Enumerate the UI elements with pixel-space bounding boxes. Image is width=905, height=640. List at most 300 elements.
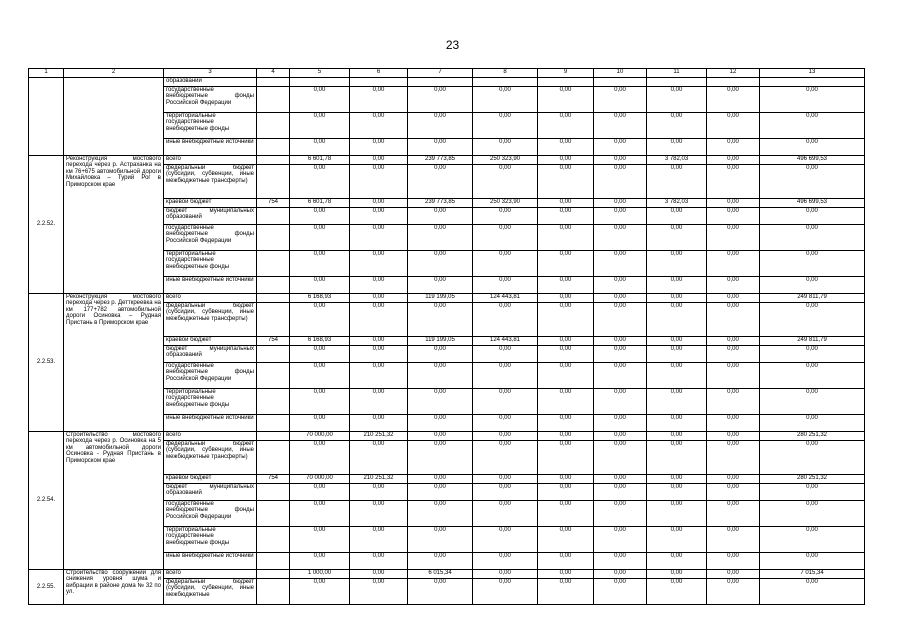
amount-cell: [473, 78, 538, 87]
amount-cell: 0,00: [350, 579, 408, 605]
amount-cell: 496 699,53: [760, 156, 865, 165]
amount-cell: 0,00: [290, 346, 350, 363]
amount-cell: 0,00: [538, 139, 594, 156]
budget-code: [257, 501, 290, 527]
row-code: [29, 78, 64, 156]
amount-cell: 0,00: [290, 579, 350, 605]
amount-cell: 0,00: [538, 475, 594, 484]
amount-cell: 210 251,32: [350, 475, 408, 484]
amount-cell: 250 323,90: [473, 156, 538, 165]
amount-cell: 0,00: [647, 363, 707, 389]
amount-cell: 239 773,85: [408, 156, 473, 165]
amount-cell: 0,00: [473, 346, 538, 363]
amount-cell: 0,00: [350, 113, 408, 139]
amount-cell: 0,00: [473, 139, 538, 156]
amount-cell: 0,00: [707, 199, 760, 208]
amount-cell: 0,00: [473, 363, 538, 389]
amount-cell: 0,00: [290, 113, 350, 139]
amount-cell: 0,00: [408, 113, 473, 139]
row-code: 2.2.55.: [29, 570, 64, 605]
table-row: [29, 432, 865, 441]
amount-cell: 0,00: [538, 484, 594, 501]
amount-cell: 70 000,00: [290, 432, 350, 441]
amount-cell: 0,00: [707, 415, 760, 432]
column-header-2: 2: [64, 69, 164, 78]
amount-cell: 6 601,78: [290, 156, 350, 165]
budget-code: [257, 363, 290, 389]
funding-source: федеральный бюджет (субсидии, субвенции, иные межбюджетные трансферты): [164, 441, 257, 475]
amount-cell: 0,00: [473, 579, 538, 605]
amount-cell: 0,00: [538, 156, 594, 165]
table-row: [29, 156, 865, 165]
amount-cell: 0,00: [647, 527, 707, 553]
amount-cell: 0,00: [408, 475, 473, 484]
amount-cell: 119 199,05: [408, 337, 473, 346]
amount-cell: 0,00: [594, 87, 647, 113]
amount-cell: 0,00: [707, 251, 760, 277]
amount-cell: 0,00: [760, 251, 865, 277]
amount-cell: 0,00: [594, 294, 647, 303]
amount-cell: 0,00: [707, 527, 760, 553]
amount-cell: 0,00: [647, 415, 707, 432]
amount-cell: 0,00: [408, 165, 473, 199]
amount-cell: 0,00: [473, 225, 538, 251]
amount-cell: 0,00: [350, 156, 408, 165]
funding-source: территориальные государственные внебюджетные фонды: [164, 527, 257, 553]
amount-cell: 0,00: [408, 432, 473, 441]
amount-cell: 0,00: [290, 277, 350, 294]
amount-cell: 0,00: [538, 579, 594, 605]
amount-cell: 0,00: [760, 484, 865, 501]
budget-code: [257, 303, 290, 337]
amount-cell: 0,00: [290, 303, 350, 337]
amount-cell: 0,00: [594, 441, 647, 475]
amount-cell: 0,00: [350, 87, 408, 113]
column-header-4: 4: [257, 69, 290, 78]
amount-cell: 0,00: [647, 432, 707, 441]
amount-cell: 70 000,00: [290, 475, 350, 484]
amount-cell: 0,00: [538, 225, 594, 251]
table-row: [29, 570, 865, 579]
amount-cell: 0,00: [647, 294, 707, 303]
amount-cell: 0,00: [408, 277, 473, 294]
budget-code: [257, 139, 290, 156]
amount-cell: 0,00: [594, 501, 647, 527]
amount-cell: 0,00: [473, 570, 538, 579]
amount-cell: 0,00: [408, 484, 473, 501]
budget-code: 754: [257, 199, 290, 208]
amount-cell: 0,00: [707, 475, 760, 484]
funding-source: краевой бюджет: [164, 199, 257, 208]
amount-cell: 0,00: [594, 113, 647, 139]
amount-cell: 0,00: [350, 277, 408, 294]
amount-cell: 0,00: [594, 553, 647, 570]
budget-code: [257, 389, 290, 415]
funding-source: государственные внебюджетные фонды Российской Федерации: [164, 87, 257, 113]
amount-cell: 0,00: [594, 579, 647, 605]
amount-cell: 0,00: [707, 294, 760, 303]
row-code: 2.2.54.: [29, 432, 64, 570]
row-description: Строительство сооружений для снижения уровня шума и вибрации в районе дома № 32 по ул.: [64, 570, 164, 605]
amount-cell: 0,00: [350, 251, 408, 277]
amount-cell: 0,00: [408, 225, 473, 251]
amount-cell: 0,00: [473, 553, 538, 570]
budget-code: [257, 346, 290, 363]
amount-cell: 0,00: [594, 475, 647, 484]
amount-cell: 0,00: [538, 294, 594, 303]
amount-cell: 0,00: [647, 346, 707, 363]
amount-cell: 0,00: [290, 208, 350, 225]
amount-cell: 0,00: [290, 165, 350, 199]
amount-cell: [538, 78, 594, 87]
amount-cell: 0,00: [707, 139, 760, 156]
amount-cell: 0,00: [707, 277, 760, 294]
amount-cell: 0,00: [538, 303, 594, 337]
amount-cell: 0,00: [647, 303, 707, 337]
amount-cell: 0,00: [647, 208, 707, 225]
amount-cell: 0,00: [647, 165, 707, 199]
amount-cell: 0,00: [760, 346, 865, 363]
amount-cell: 0,00: [707, 570, 760, 579]
amount-cell: 249 811,79: [760, 294, 865, 303]
amount-cell: 0,00: [473, 484, 538, 501]
amount-cell: 0,00: [408, 527, 473, 553]
table-row: [29, 294, 865, 303]
amount-cell: 0,00: [760, 527, 865, 553]
amount-cell: 0,00: [594, 165, 647, 199]
budget-code: [257, 156, 290, 165]
amount-cell: 0,00: [350, 225, 408, 251]
column-header-1: 1: [29, 69, 64, 78]
row-description: Строительство мостового перехода через р. Осиновка на 5 км автомобильной дороги Осиновка - Рудная Пристань в Приморском крае: [64, 432, 164, 570]
amount-cell: 249 811,79: [760, 337, 865, 346]
amount-cell: 0,00: [538, 346, 594, 363]
funding-source: всего: [164, 432, 257, 441]
amount-cell: [707, 78, 760, 87]
amount-cell: 0,00: [408, 139, 473, 156]
funding-source: федеральный бюджет (субсидии, субвенции, иные межбюджетные: [164, 579, 257, 605]
amount-cell: 0,00: [538, 277, 594, 294]
column-header-11: 11: [647, 69, 707, 78]
amount-cell: 0,00: [594, 156, 647, 165]
amount-cell: 0,00: [760, 277, 865, 294]
amount-cell: 0,00: [290, 363, 350, 389]
amount-cell: 0,00: [707, 87, 760, 113]
amount-cell: 0,00: [538, 363, 594, 389]
amount-cell: 0,00: [647, 139, 707, 156]
row-description: Реконструкция мостового перехода через р. Астраханка на км 76+675 автомобильной дороги Михайловка – Турий Рог в Приморском крае: [64, 156, 164, 294]
amount-cell: 0,00: [647, 475, 707, 484]
amount-cell: 6 015,34: [408, 570, 473, 579]
funding-source: иные внебюджетные источники: [164, 139, 257, 156]
amount-cell: 0,00: [760, 389, 865, 415]
funding-source: государственные внебюджетные фонды Российской Федерации: [164, 225, 257, 251]
amount-cell: 0,00: [594, 139, 647, 156]
amount-cell: 280 251,32: [760, 475, 865, 484]
amount-cell: 6 168,93: [290, 294, 350, 303]
amount-cell: 0,00: [538, 337, 594, 346]
amount-cell: 1 000,00: [290, 570, 350, 579]
amount-cell: 0,00: [594, 527, 647, 553]
amount-cell: 0,00: [538, 570, 594, 579]
amount-cell: 0,00: [647, 87, 707, 113]
column-header-13: 13: [760, 69, 865, 78]
amount-cell: 0,00: [594, 415, 647, 432]
funding-source: всего: [164, 570, 257, 579]
column-header-12: 12: [707, 69, 760, 78]
budget-code: [257, 113, 290, 139]
amount-cell: 0,00: [594, 389, 647, 415]
amount-cell: 0,00: [408, 87, 473, 113]
amount-cell: 0,00: [760, 139, 865, 156]
amount-cell: 0,00: [707, 156, 760, 165]
column-header-5: 5: [290, 69, 350, 78]
amount-cell: 0,00: [408, 553, 473, 570]
amount-cell: [760, 78, 865, 87]
page-number: 23: [445, 38, 460, 52]
funding-source: территориальные государственные внебюджетные фонды: [164, 251, 257, 277]
budget-code: [257, 294, 290, 303]
amount-cell: 0,00: [538, 501, 594, 527]
amount-cell: 0,00: [760, 501, 865, 527]
amount-cell: 0,00: [350, 303, 408, 337]
amount-cell: 0,00: [290, 139, 350, 156]
amount-cell: 0,00: [647, 501, 707, 527]
amount-cell: 6 601,78: [290, 199, 350, 208]
amount-cell: 119 199,05: [408, 294, 473, 303]
budget-code: [257, 484, 290, 501]
budget-code: [257, 277, 290, 294]
amount-cell: 0,00: [290, 484, 350, 501]
funding-source: федеральный бюджет (субсидии, субвенции, иные межбюджетные трансферты): [164, 303, 257, 337]
amount-cell: 0,00: [408, 303, 473, 337]
amount-cell: 124 443,81: [473, 294, 538, 303]
funding-source: иные внебюджетные источники: [164, 277, 257, 294]
funding-source: территориальные государственные внебюджетные фонды: [164, 389, 257, 415]
budget-table: [28, 68, 865, 605]
amount-cell: 0,00: [350, 415, 408, 432]
budget-code: [257, 225, 290, 251]
funding-source: территориальные государственные внебюджетные фонды: [164, 113, 257, 139]
column-header-7: 7: [408, 69, 473, 78]
budget-code: [257, 579, 290, 605]
amount-cell: 0,00: [647, 113, 707, 139]
amount-cell: 0,00: [290, 389, 350, 415]
amount-cell: 0,00: [408, 346, 473, 363]
amount-cell: 0,00: [408, 441, 473, 475]
amount-cell: 0,00: [760, 225, 865, 251]
amount-cell: 0,00: [538, 251, 594, 277]
amount-cell: 0,00: [473, 389, 538, 415]
amount-cell: 0,00: [350, 441, 408, 475]
amount-cell: 0,00: [538, 415, 594, 432]
amount-cell: 0,00: [290, 87, 350, 113]
amount-cell: 0,00: [760, 363, 865, 389]
amount-cell: 0,00: [473, 432, 538, 441]
amount-cell: 0,00: [538, 113, 594, 139]
budget-code: 754: [257, 337, 290, 346]
amount-cell: 0,00: [707, 389, 760, 415]
amount-cell: 0,00: [538, 553, 594, 570]
amount-cell: 0,00: [647, 553, 707, 570]
amount-cell: 0,00: [538, 441, 594, 475]
amount-cell: 124 443,81: [473, 337, 538, 346]
amount-cell: [647, 78, 707, 87]
amount-cell: 0,00: [473, 303, 538, 337]
amount-cell: 0,00: [350, 346, 408, 363]
amount-cell: 0,00: [473, 87, 538, 113]
amount-cell: 0,00: [538, 165, 594, 199]
amount-cell: 0,00: [594, 199, 647, 208]
amount-cell: 0,00: [350, 199, 408, 208]
amount-cell: 0,00: [290, 441, 350, 475]
amount-cell: 0,00: [350, 208, 408, 225]
header-row: [29, 69, 865, 78]
amount-cell: 0,00: [707, 113, 760, 139]
amount-cell: 0,00: [647, 251, 707, 277]
amount-cell: 0,00: [290, 501, 350, 527]
amount-cell: 3 782,03: [647, 156, 707, 165]
amount-cell: 0,00: [707, 225, 760, 251]
funding-source: иные внебюджетные источники: [164, 553, 257, 570]
amount-cell: 0,00: [707, 208, 760, 225]
amount-cell: 0,00: [350, 570, 408, 579]
amount-cell: 0,00: [647, 337, 707, 346]
amount-cell: 0,00: [594, 570, 647, 579]
amount-cell: 0,00: [350, 527, 408, 553]
amount-cell: 0,00: [538, 199, 594, 208]
amount-cell: 0,00: [594, 225, 647, 251]
amount-cell: 0,00: [647, 277, 707, 294]
amount-cell: 0,00: [594, 303, 647, 337]
amount-cell: 0,00: [760, 165, 865, 199]
row-description: Реконструкция мостового перехода через р. Детткреевка на км 177+782 автомобильной дороги Осиновка – Рудная Пристань в Приморском крае: [64, 294, 164, 432]
amount-cell: 6 168,93: [290, 337, 350, 346]
amount-cell: 0,00: [473, 251, 538, 277]
amount-cell: 0,00: [350, 294, 408, 303]
amount-cell: 0,00: [473, 441, 538, 475]
budget-code: [257, 165, 290, 199]
amount-cell: 0,00: [760, 553, 865, 570]
budget-code: [257, 208, 290, 225]
amount-cell: 0,00: [473, 113, 538, 139]
table-row: [29, 78, 865, 87]
amount-cell: 0,00: [350, 484, 408, 501]
amount-cell: 0,00: [594, 363, 647, 389]
amount-cell: [350, 78, 408, 87]
amount-cell: 0,00: [707, 337, 760, 346]
amount-cell: 0,00: [707, 501, 760, 527]
amount-cell: 0,00: [408, 501, 473, 527]
amount-cell: 0,00: [760, 208, 865, 225]
budget-code: [257, 78, 290, 87]
column-header-10: 10: [594, 69, 647, 78]
row-description: [64, 78, 164, 156]
amount-cell: 0,00: [707, 579, 760, 605]
amount-cell: 0,00: [473, 415, 538, 432]
amount-cell: 0,00: [408, 579, 473, 605]
amount-cell: 0,00: [473, 527, 538, 553]
budget-code: [257, 553, 290, 570]
amount-cell: 0,00: [647, 389, 707, 415]
amount-cell: 210 251,32: [350, 432, 408, 441]
amount-cell: 0,00: [408, 251, 473, 277]
amount-cell: 239 773,85: [408, 199, 473, 208]
amount-cell: 0,00: [707, 441, 760, 475]
amount-cell: 0,00: [707, 553, 760, 570]
amount-cell: 0,00: [290, 527, 350, 553]
funding-source: всего: [164, 294, 257, 303]
amount-cell: 0,00: [594, 432, 647, 441]
amount-cell: 0,00: [350, 389, 408, 415]
amount-cell: 0,00: [350, 165, 408, 199]
budget-code: [257, 432, 290, 441]
amount-cell: 0,00: [707, 165, 760, 199]
funding-source: бюджет муниципальных образований: [164, 346, 257, 363]
amount-cell: 0,00: [473, 277, 538, 294]
amount-cell: 0,00: [538, 527, 594, 553]
amount-cell: 0,00: [707, 346, 760, 363]
amount-cell: 0,00: [647, 484, 707, 501]
amount-cell: 0,00: [760, 441, 865, 475]
budget-code: [257, 251, 290, 277]
amount-cell: 0,00: [538, 87, 594, 113]
amount-cell: 0,00: [350, 363, 408, 389]
row-code: 2.2.52.: [29, 156, 64, 294]
amount-cell: [408, 78, 473, 87]
budget-code: [257, 527, 290, 553]
amount-cell: 0,00: [290, 225, 350, 251]
amount-cell: 0,00: [290, 553, 350, 570]
funding-source: краевой бюджет: [164, 337, 257, 346]
amount-cell: 3 782,03: [647, 199, 707, 208]
amount-cell: 0,00: [408, 363, 473, 389]
amount-cell: 0,00: [350, 139, 408, 156]
funding-source: бюджет муниципальных образований: [164, 484, 257, 501]
budget-code: 754: [257, 475, 290, 484]
funding-source: государственные внебюджетные фонды Российской Федерации: [164, 501, 257, 527]
amount-cell: 0,00: [594, 484, 647, 501]
column-header-6: 6: [350, 69, 408, 78]
amount-cell: 0,00: [594, 208, 647, 225]
funding-source: государственные внебюджетные фонды Российской Федерации: [164, 363, 257, 389]
amount-cell: 0,00: [408, 208, 473, 225]
amount-cell: 0,00: [760, 415, 865, 432]
amount-cell: 0,00: [594, 251, 647, 277]
amount-cell: [594, 78, 647, 87]
funding-source: бюджет муниципальных образований: [164, 208, 257, 225]
row-code: 2.2.53.: [29, 294, 64, 432]
amount-cell: 0,00: [473, 208, 538, 225]
amount-cell: 0,00: [647, 441, 707, 475]
amount-cell: 0,00: [473, 165, 538, 199]
amount-cell: 250 323,90: [473, 199, 538, 208]
amount-cell: 0,00: [408, 389, 473, 415]
amount-cell: 0,00: [707, 363, 760, 389]
amount-cell: 0,00: [760, 579, 865, 605]
amount-cell: 0,00: [594, 277, 647, 294]
funding-source: краевой бюджет: [164, 475, 257, 484]
amount-cell: 0,00: [647, 225, 707, 251]
amount-cell: 0,00: [594, 337, 647, 346]
amount-cell: 0,00: [290, 251, 350, 277]
amount-cell: 0,00: [538, 208, 594, 225]
amount-cell: 0,00: [647, 570, 707, 579]
amount-cell: 0,00: [760, 303, 865, 337]
amount-cell: 0,00: [350, 501, 408, 527]
amount-cell: 0,00: [473, 501, 538, 527]
amount-cell: 0,00: [707, 484, 760, 501]
